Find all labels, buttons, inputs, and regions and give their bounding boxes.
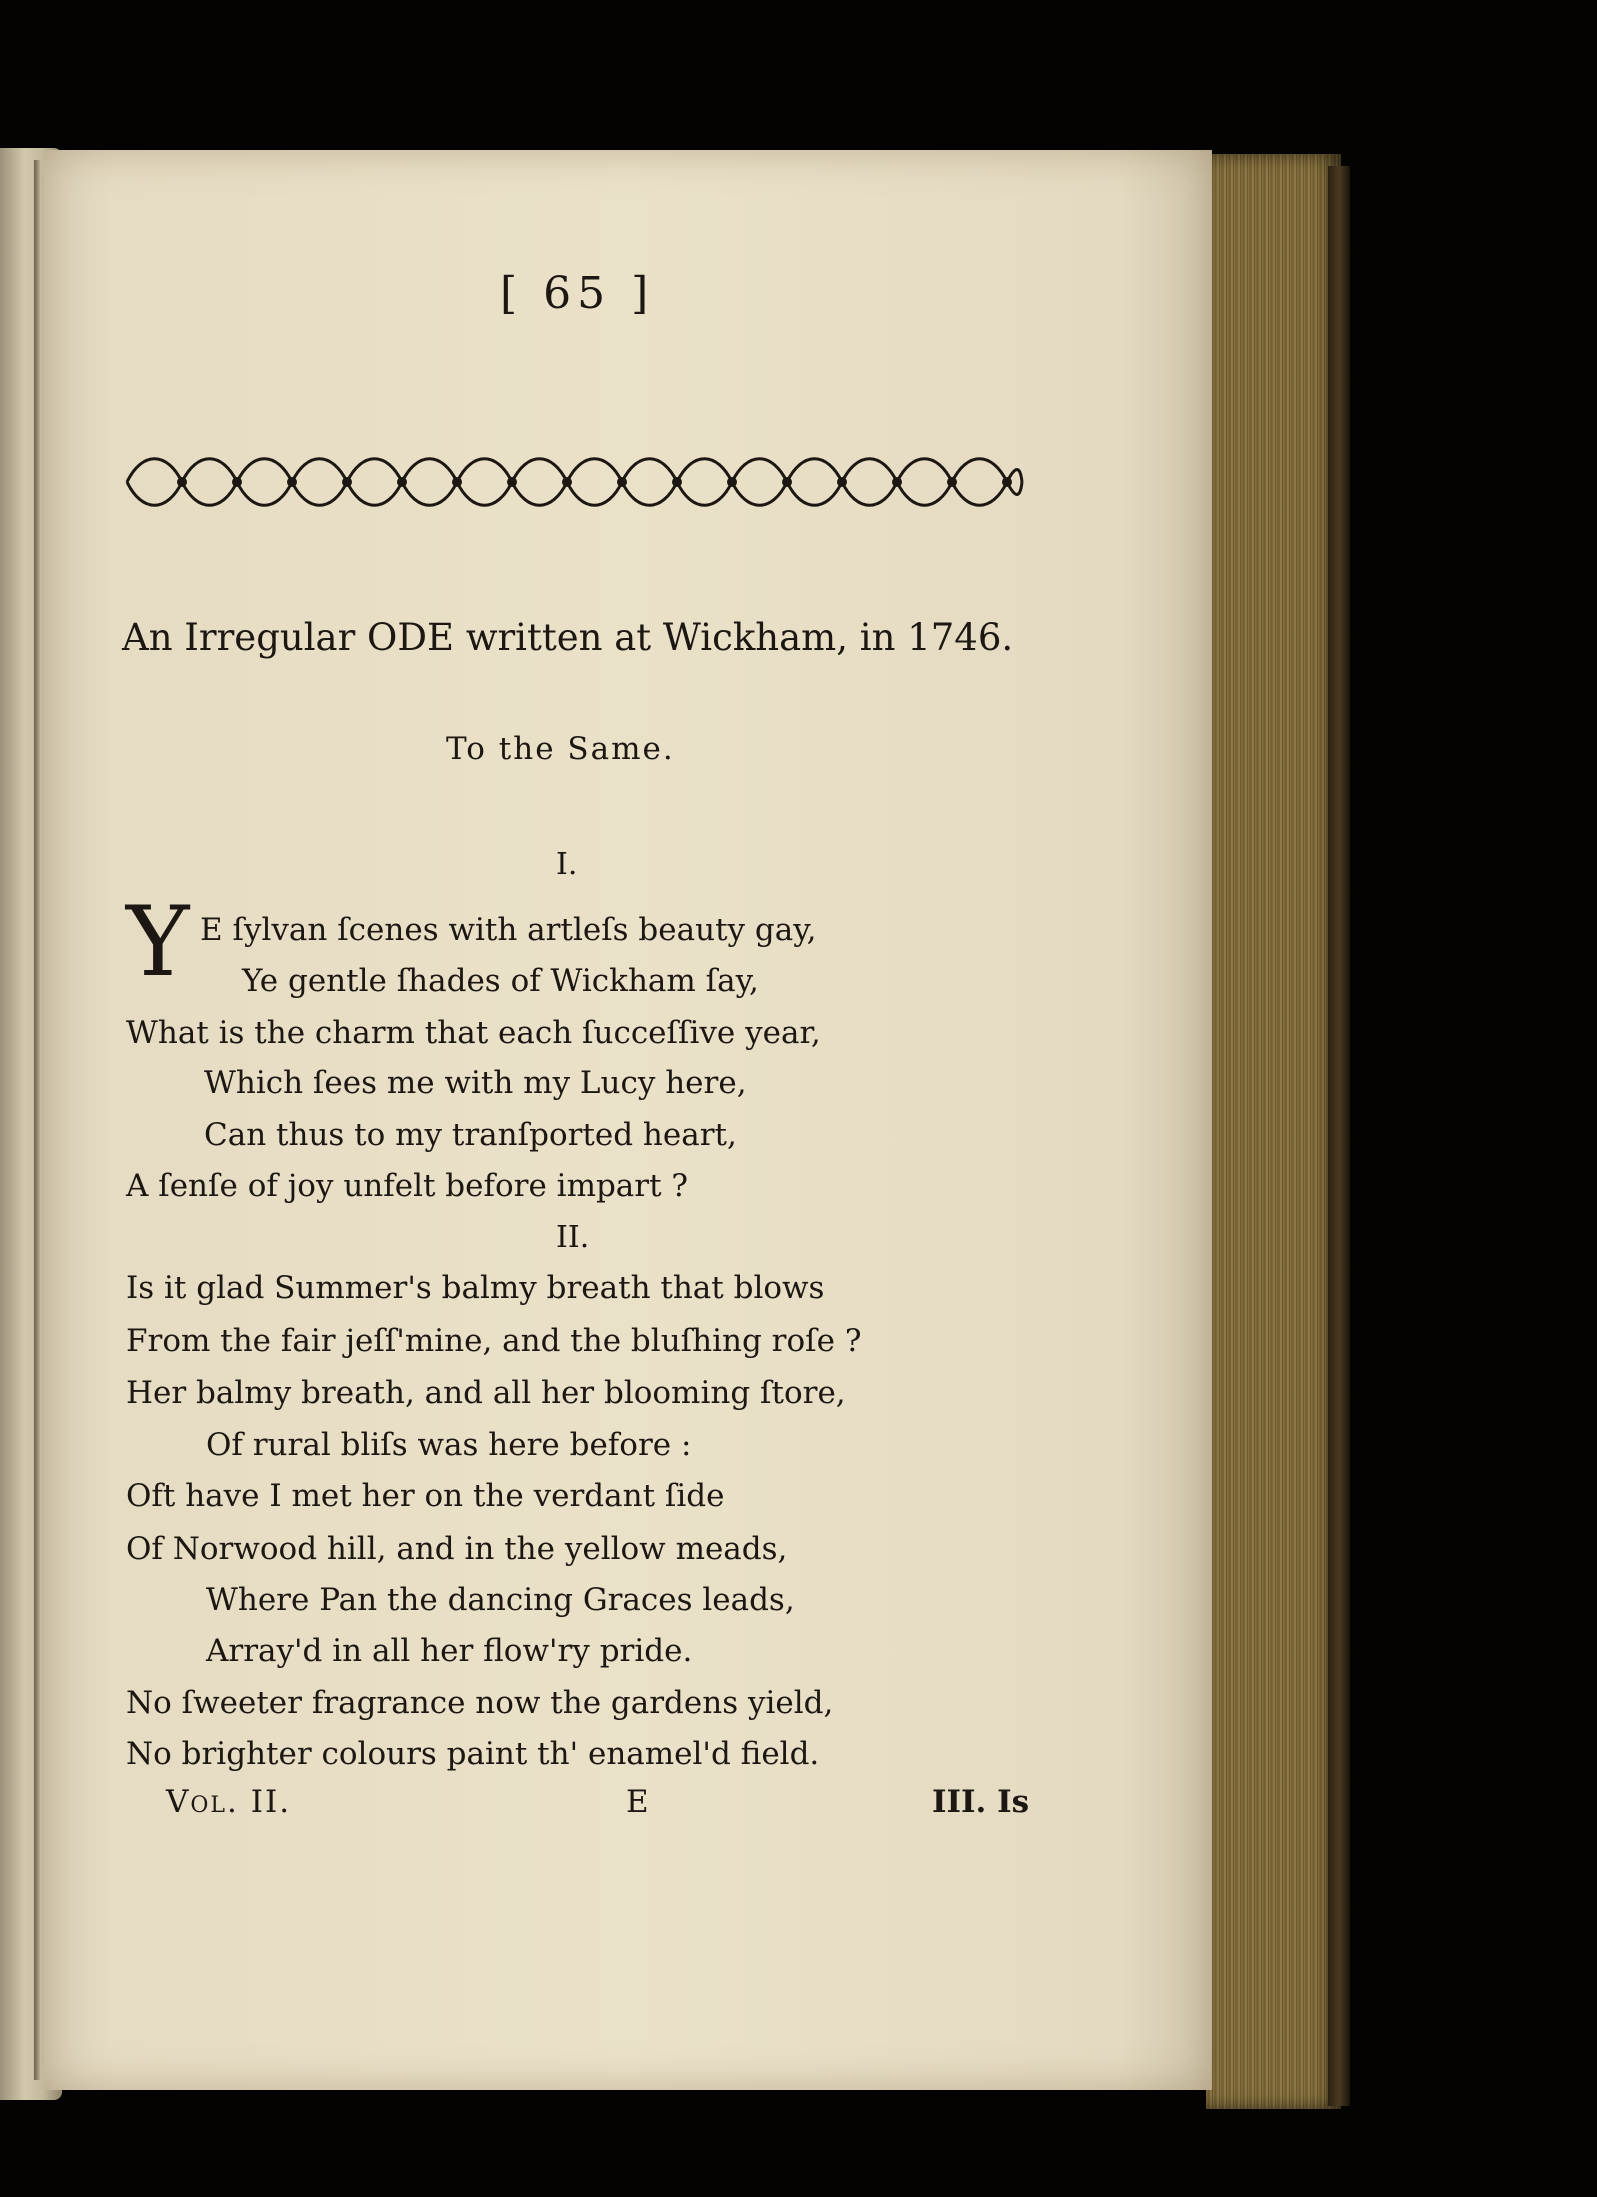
verse-line: What is the charm that each ſucceſſive year, <box>126 1015 821 1051</box>
ornament-unit <box>127 459 292 506</box>
verse-line: Ye gentle ſhades of Wickham ſay, <box>242 963 759 999</box>
verse-line: Can thus to my tranſported heart, <box>204 1117 737 1153</box>
volume-mark: Vol. II. <box>166 1784 292 1820</box>
catchword: III. Is <box>932 1784 1030 1820</box>
page-block-edges <box>1206 154 1341 2109</box>
book-cover-edge <box>1328 166 1350 2106</box>
verse-line: Of rural bliſs was here before : <box>206 1427 692 1463</box>
verse-line: No brighter colours paint th' enamel'd field. <box>126 1736 820 1772</box>
verse-line: Her balmy breath, and all her blooming ſtore, <box>126 1375 846 1411</box>
verse-line: A ſenſe of joy unfelt before impart ? <box>126 1168 689 1204</box>
verse-line: No ſweeter fragrance now the gardens yield, <box>126 1685 834 1721</box>
verse-line: Which ſees me with my Lucy here, <box>204 1065 747 1101</box>
verse-line: Oft have I met her on the verdant ſide <box>126 1478 725 1514</box>
poem-title: An Irregular ODE written at Wickham, in 1746. <box>122 616 1014 659</box>
verse-line: Array'd in all her flow'ry pride. <box>206 1633 693 1669</box>
verse-line: From the fair jeſſ'mine, and the bluſhing roſe ? <box>126 1323 862 1359</box>
verse-line: E ſylvan ſcenes with artleſs beauty gay, <box>200 912 817 948</box>
drop-capital: Y <box>126 886 190 998</box>
poem-subtitle: To the Same. <box>446 731 675 767</box>
signature-mark: E <box>626 1784 649 1820</box>
verse-line: Is it glad Summer's balmy breath that blows <box>126 1270 825 1306</box>
verse-line: Where Pan the dancing Graces leads, <box>206 1582 795 1618</box>
stanza-numeral-2: II. <box>556 1220 590 1255</box>
ornament-band <box>122 446 1026 518</box>
stanza-numeral-1: I. <box>556 847 578 882</box>
book-page <box>44 150 1212 2090</box>
page-number: [ 65 ] <box>500 268 655 319</box>
facing-page-shadow <box>34 160 40 2080</box>
verse-line: Of Norwood hill, and in the yellow meads, <box>126 1531 788 1567</box>
